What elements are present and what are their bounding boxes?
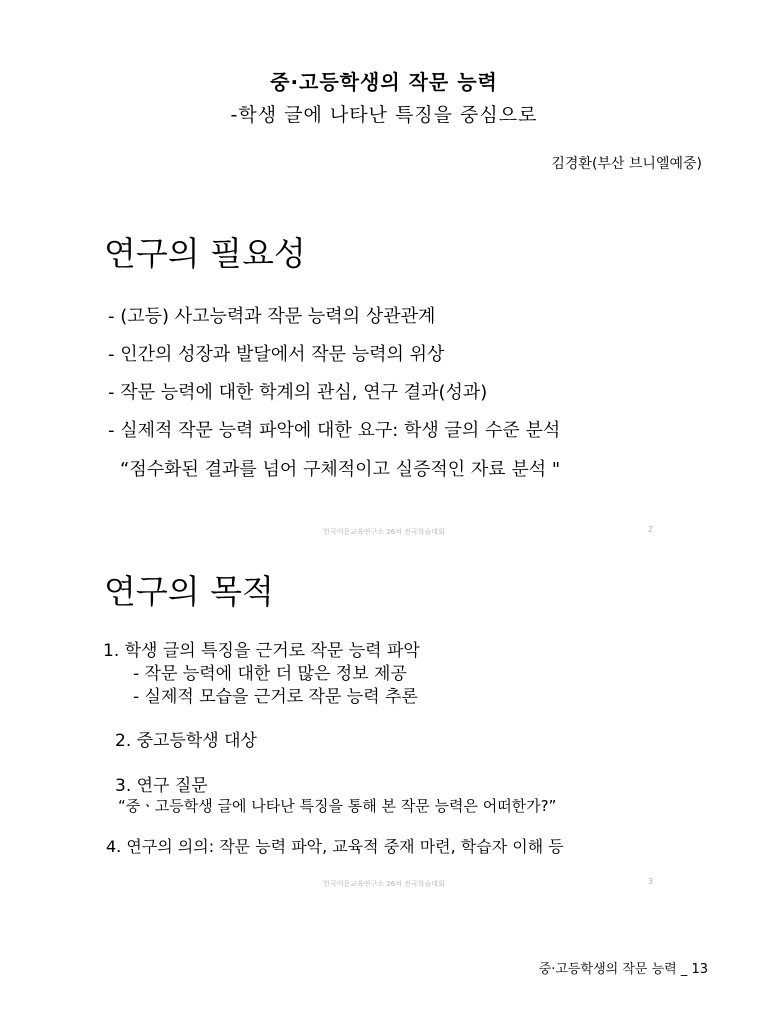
necessity-item-3: - 작문 능력에 대한 학계의 관심, 연구 결과(성과) [108, 382, 488, 403]
purpose-item-1-sub-1: - 작문 능력에 대한 더 많은 정보 제공 [133, 664, 407, 684]
section-heading-purpose: 연구의 목적 [104, 572, 274, 611]
author-line: 김경환(부산 브니엘예중) [551, 156, 702, 172]
page-footer: 중·고등학생의 작문 능력 _ 13 [538, 962, 708, 977]
purpose-item-2: 2. 중고등학생 대상 [115, 731, 257, 751]
section-heading-necessity: 연구의 필요성 [104, 234, 306, 273]
slide-footer-conference: 한국어문교육연구소 26차 전국학술대회 [323, 528, 445, 536]
purpose-item-4: 4. 연구의 의의: 작문 능력 파악, 교육적 중재 마련, 학습자 이해 등 [106, 837, 564, 856]
necessity-item-2: - 인간의 성장과 발달에서 작문 능력의 위상 [108, 344, 445, 365]
document-subtitle: -학생 글에 나타난 특징을 중심으로 [230, 104, 538, 126]
necessity-item-1: - (고등) 사고능력과 작문 능력의 상관관계 [108, 306, 436, 327]
purpose-item-1: 1. 학생 글의 특징을 근거로 작문 능력 파악 [103, 641, 420, 661]
document-title: 중·고등학생의 작문 능력 [270, 70, 498, 94]
necessity-quote: “점수화된 결과를 넘어 구체적이고 실증적인 자료 분석 " [120, 459, 561, 480]
slide-footer-page-number: 2 [648, 525, 654, 534]
slide-footer-conference: 한국어문교육연구소 26차 전국학술대회 [323, 880, 445, 888]
necessity-item-4: - 실제적 작문 능력 파악에 대한 요구: 학생 글의 수준 분석 [108, 420, 561, 441]
purpose-item-3: 3. 연구 질문 [115, 776, 208, 796]
purpose-item-1-sub-2: - 실제적 모습을 근거로 작문 능력 추론 [133, 687, 418, 707]
slide-footer-page-number: 3 [648, 877, 654, 886]
research-question-quote: “중ㆍ고등학생 글에 나타난 특징을 통해 본 작문 능력은 어떠한가?” [118, 797, 557, 815]
